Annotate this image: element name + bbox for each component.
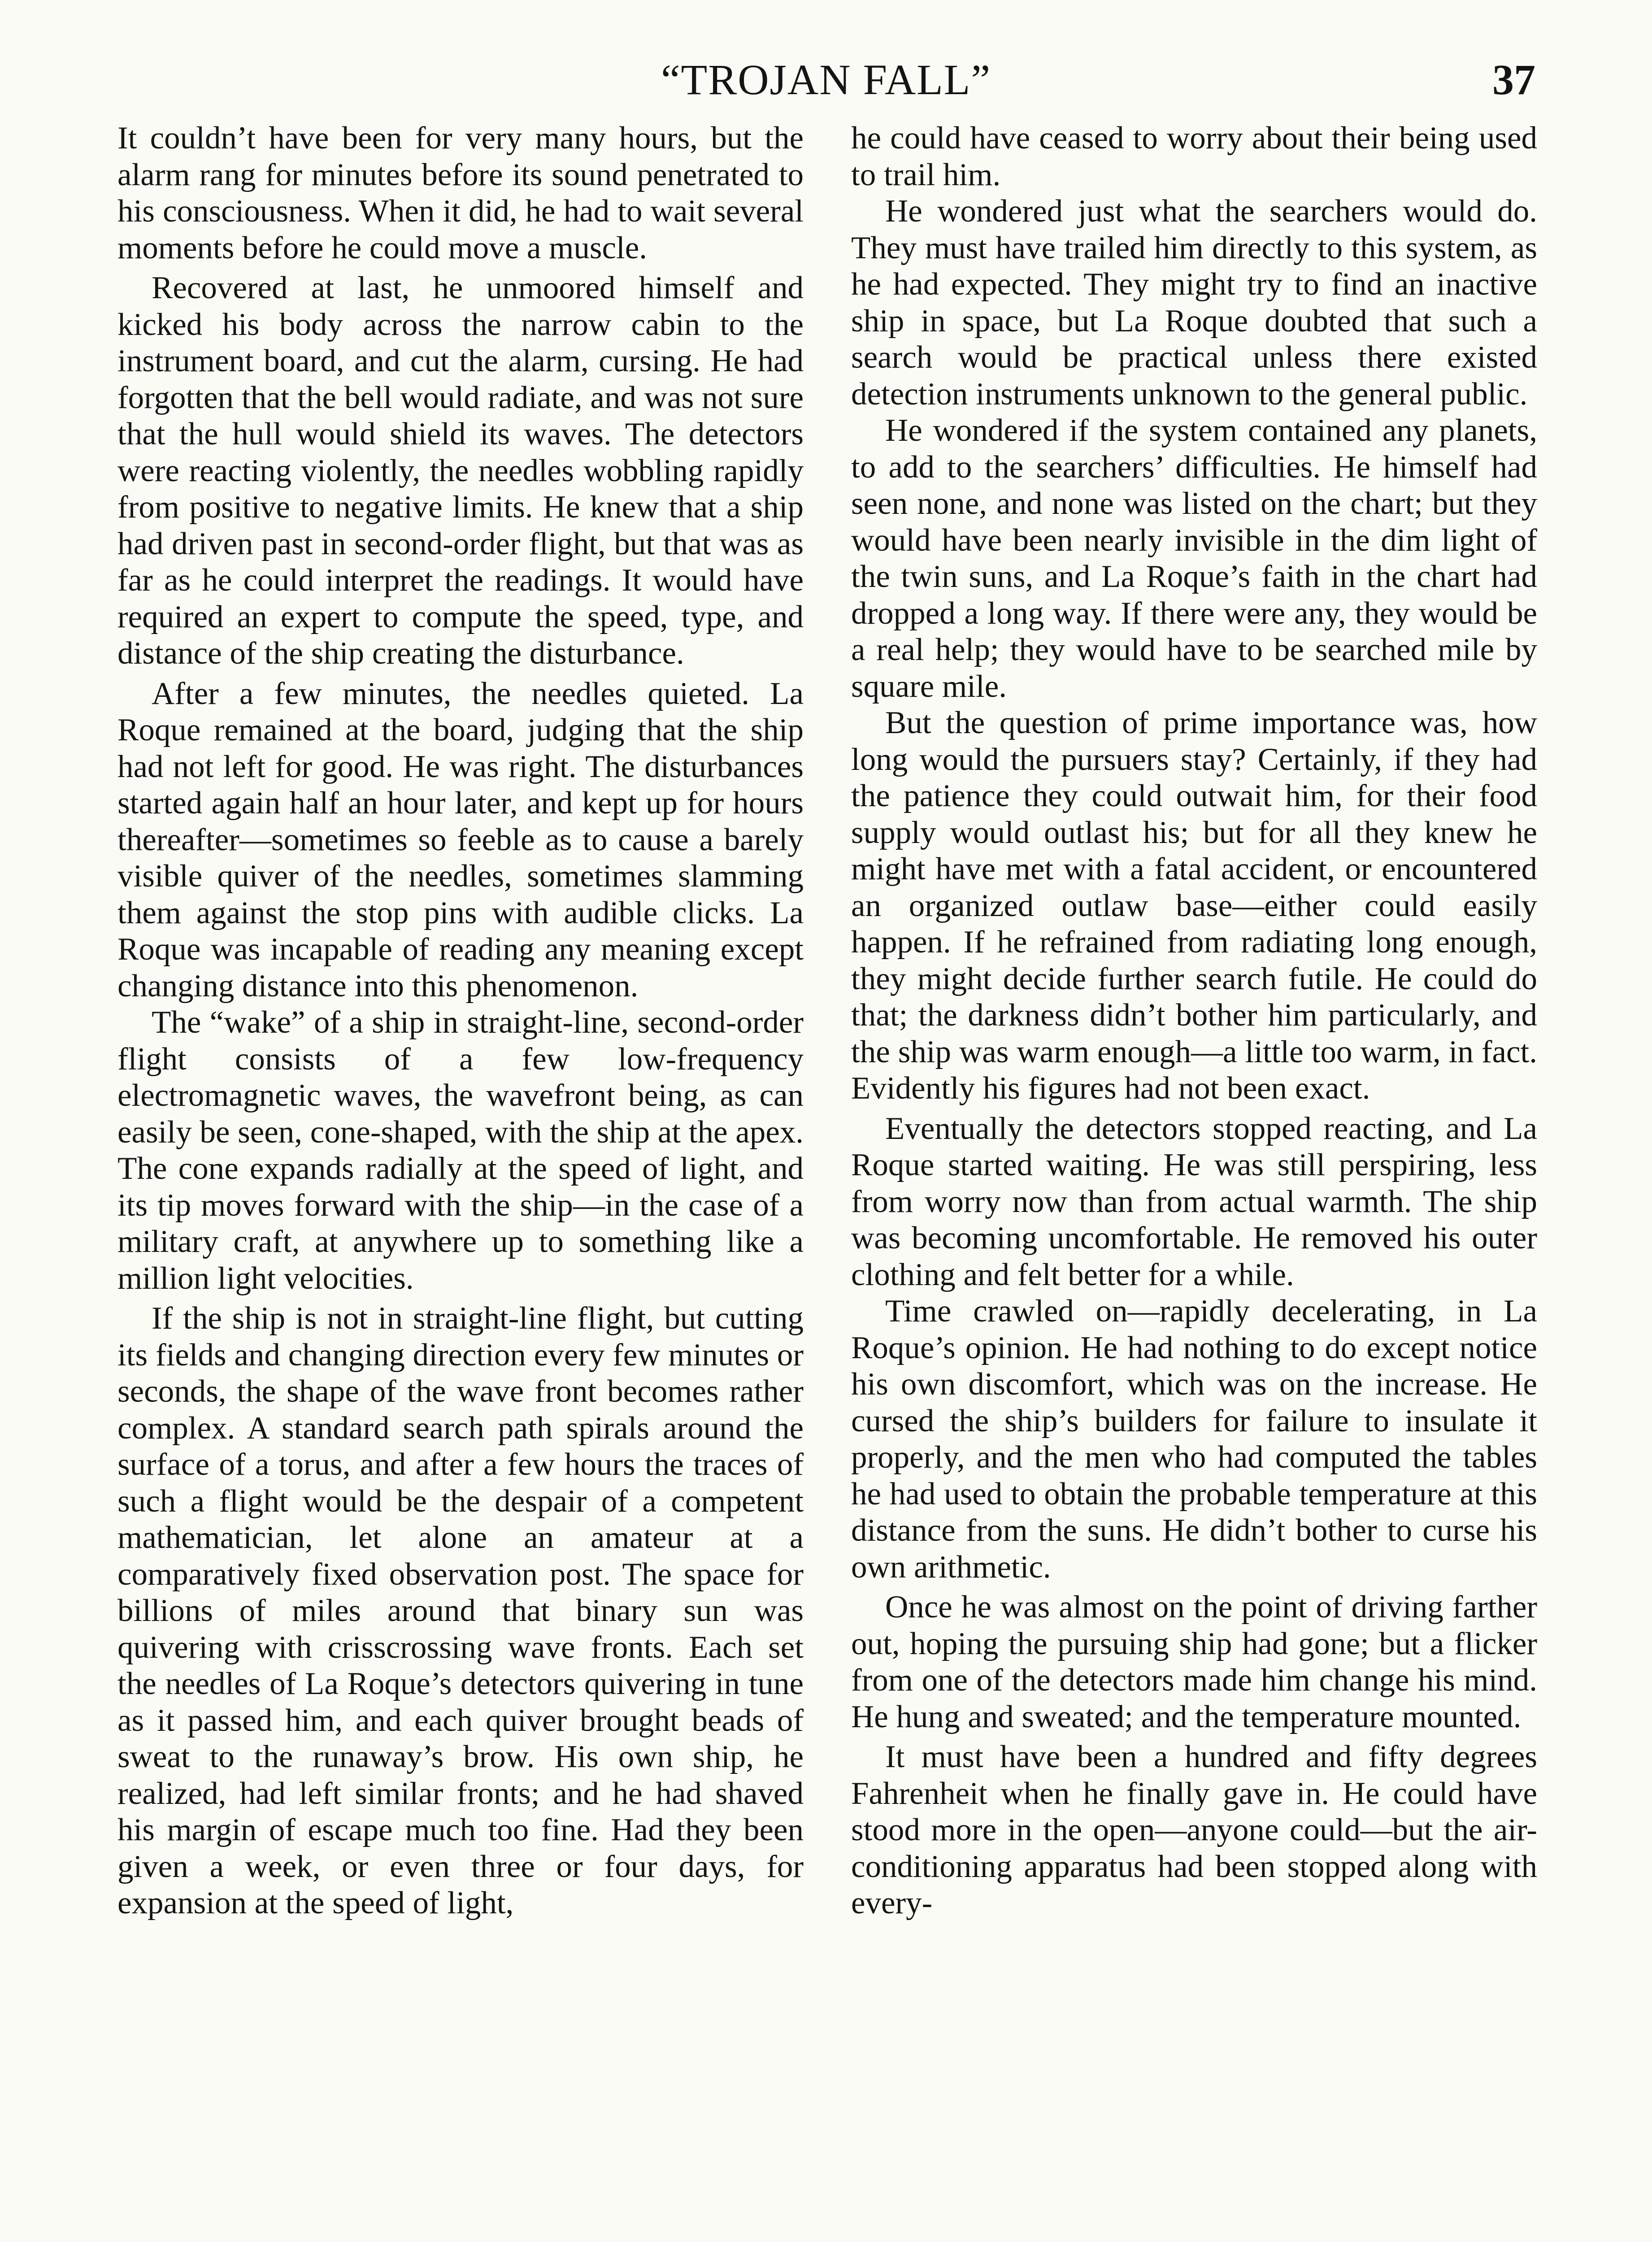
paragraph: he could have ceased to worry about their being used to trail him. [851, 121, 1537, 192]
paragraph: The “wake” of a ship in straight-line, second-order flight consists of a few low-frequency electromagnetic waves, the wavefront being, as can easily be seen, cone-shaped, with the ship at the apex. The cone expands radially at the speed of light, and its tip moves forward with the ship—in the case of a military craft, at anywhere up to something like a million light velocities. [117, 1005, 804, 1296]
running-title: “TROJAN FALL” [661, 56, 991, 104]
running-header [117, 53, 1535, 107]
paragraph: Once he was almost on the point of driving farther out, hoping the pursuing ship had gone; but a flicker from one of the detectors made him change his mind. He hung and sweated; and the temperature mounted. [851, 1590, 1537, 1734]
left-text-column [117, 120, 804, 1922]
paragraph: It couldn’t have been for very many hours, but the alarm rang for minutes before its sound penetrated to his consciousness. When it did, he had to wait several moments before he could move a muscle. [117, 121, 804, 265]
page-number: 37 [1492, 56, 1535, 104]
paragraph: He wondered just what the searchers would do. They must have trailed him directly to this system, as he had expected. They might try to find an inactive ship in space, but La Roque doubted that such a search would be practical unless there existed detection instruments unknown to the general public. [851, 194, 1537, 412]
paragraph: Eventually the detectors stopped reacting, and La Roque started waiting. He was still perspiring, less from worry now than from actual warmth. The ship was becoming uncomfortable. He removed his outer clothing and felt better for a while. [851, 1111, 1537, 1292]
paragraph: Time crawled on—rapidly decelerating, in La Roque’s opinion. He had nothing to do except notice his own discomfort, which was on the increase. He cursed the ship’s builders for failure to insulate it properly, and the men who had computed the tables he had used to obtain the probable temperature at this distance from the suns. He didn’t bother to curse his own arithmetic. [851, 1294, 1537, 1585]
paragraph: After a few minutes, the needles quieted. La Roque remained at the board, judging that the ship had not left for good. He was right. The disturbances started again half an hour later, and kept up for hours thereafter—sometimes so feeble as to cause a barely visible quiver of the needles, sometimes slamming them against the stop pins with audible clicks. La Roque was incapable of reading any meaning except changing distance into this phenomenon. [117, 676, 804, 1004]
right-text-column [851, 120, 1537, 1922]
paragraph: Recovered at last, he unmoored himself and kicked his body across the narrow cabin to the instrument board, and cut the alarm, cursing. He had forgotten that the bell would radiate, and was not sure that the hull would shield its waves. The detectors were reacting violently, the needles wobbling rapidly from positive to negative limits. He knew that a ship had driven past in second-order flight, but that was as far as he could interpret the readings. It would have required an expert to compute the speed, type, and distance of the ship creating the disturbance. [117, 270, 804, 671]
paragraph: He wondered if the system contained any planets, to add to the searchers’ difficulties. He himself had seen none, and none was listed on the chart; but they would have been nearly invisible in the dim light of the twin suns, and La Roque’s faith in the chart had dropped a long way. If there were any, they would be a real help; they would have to be searched mile by square mile. [851, 413, 1537, 704]
paragraph: If the ship is not in straight-line flight, but cutting its fields and changing direction every few minutes or seconds, the shape of the wave front becomes rather complex. A standard search path spirals around the surface of a torus, and after a few hours the traces of such a flight would be the despair of a competent mathematician, let alone an amateur at a comparatively fixed observation post. The space for billions of miles around that binary sun was quivering with crisscrossing wave fronts. Each set the needles of La Roque’s detectors quivering in tune as it passed him, and each quiver brought beads of sweat to the runaway’s brow. His own ship, he realized, had left similar fronts; and he had shaved his margin of escape much too fine. Had they been given a week, or even three or four days, for expansion at the speed of light, [117, 1301, 804, 1920]
paragraph: It must have been a hundred and fifty degrees Fahrenheit when he finally gave in. He could have stood more in the open—anyone could—but the air-conditioning apparatus had been stopped along with every- [851, 1739, 1537, 1920]
paragraph: But the question of prime importance was, how long would the pursuers stay? Certainly, if they had the patience they could outwait him, for their food supply would outlast his; but for all they knew he might have met with a fatal accident, or encountered an organized outlaw base—either could easily happen. If he refrained from radiating long enough, they might decide further search futile. He could do that; the darkness didn’t bother him particularly, and the ship was warm enough—a little too warm, in fact. Evidently his figures had not been exact. [851, 705, 1537, 1106]
